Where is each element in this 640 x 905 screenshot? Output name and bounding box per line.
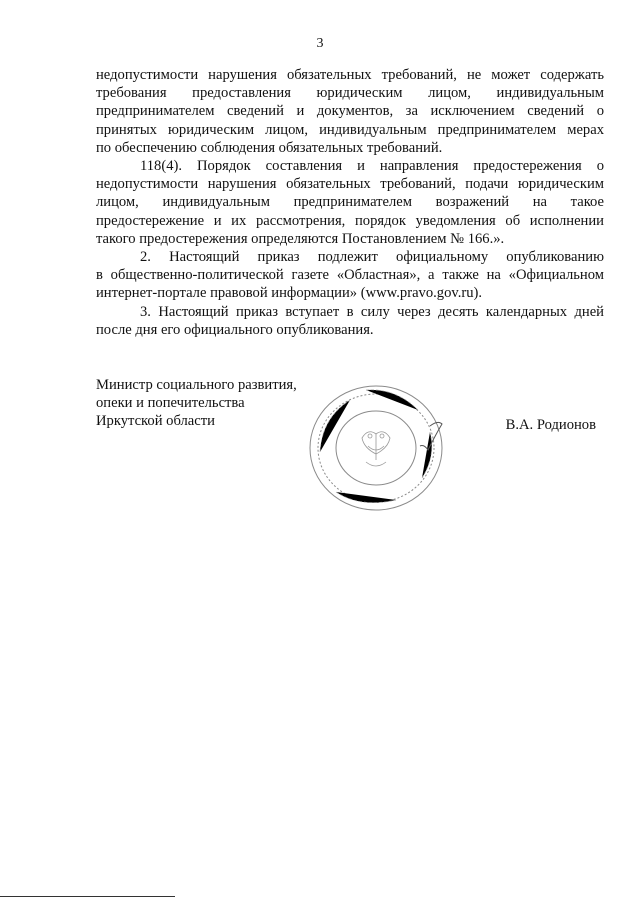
text-line: интернет-портале правовой информации» (www.pravo.gov.ru). — [96, 285, 483, 302]
text-line: предостережение и их рассмотрения, порядок уведомления об исполнении — [96, 212, 604, 229]
paragraph-118-4 — [96, 157, 604, 248]
text-line: 118(4). Порядок составления и направления предостережения о — [140, 158, 604, 175]
signer-position-line: Иркутской области — [96, 413, 215, 429]
signer-position-line: Министр социального развития, — [96, 377, 297, 393]
official-seal-stamp — [296, 376, 456, 516]
text-line: 3. Настоящий приказ вступает в силу через десять календарных дней — [140, 303, 604, 320]
text-line: предпринимателем сведений и документов, за исключением сведений о — [96, 103, 604, 120]
paragraph-item-2 — [96, 248, 604, 303]
text-line: такого предостережения определяются Постановлением № 166.». — [96, 230, 505, 247]
text-line: 2. Настоящий приказ подлежит официальному опубликованию — [140, 249, 604, 266]
paragraph-continuation — [96, 66, 604, 157]
text-line: после дня его официального опубликования. — [96, 321, 374, 338]
page-number: 3 — [316, 36, 324, 51]
footer-divider — [0, 896, 175, 897]
signer-name: В.А. Родионов — [505, 417, 596, 433]
text-line: принятых юридическим лицом, индивидуальным предпринимателем мерах — [96, 121, 604, 138]
text-line: в общественно-политической газете «Областная», а также на «Официальном — [96, 267, 604, 284]
seal-emblem — [362, 432, 390, 466]
text-line: недопустимости нарушения обязательных требований, подачи юридическим — [96, 176, 604, 193]
text-line: лицом, индивидуальным предпринимателем возражений на такое — [96, 194, 604, 211]
text-line: требования предоставления юридическим лицом, индивидуальным — [96, 85, 604, 102]
text-line: недопустимости нарушения обязательных требований, не может содержать — [96, 67, 604, 83]
document-body — [96, 66, 604, 339]
signature-block — [96, 376, 604, 526]
paragraph-item-3 — [96, 303, 604, 339]
text-line: по обеспечению соблюдения обязательных требований. — [96, 139, 443, 156]
signer-position-line: опеки и попечительства — [96, 395, 245, 411]
